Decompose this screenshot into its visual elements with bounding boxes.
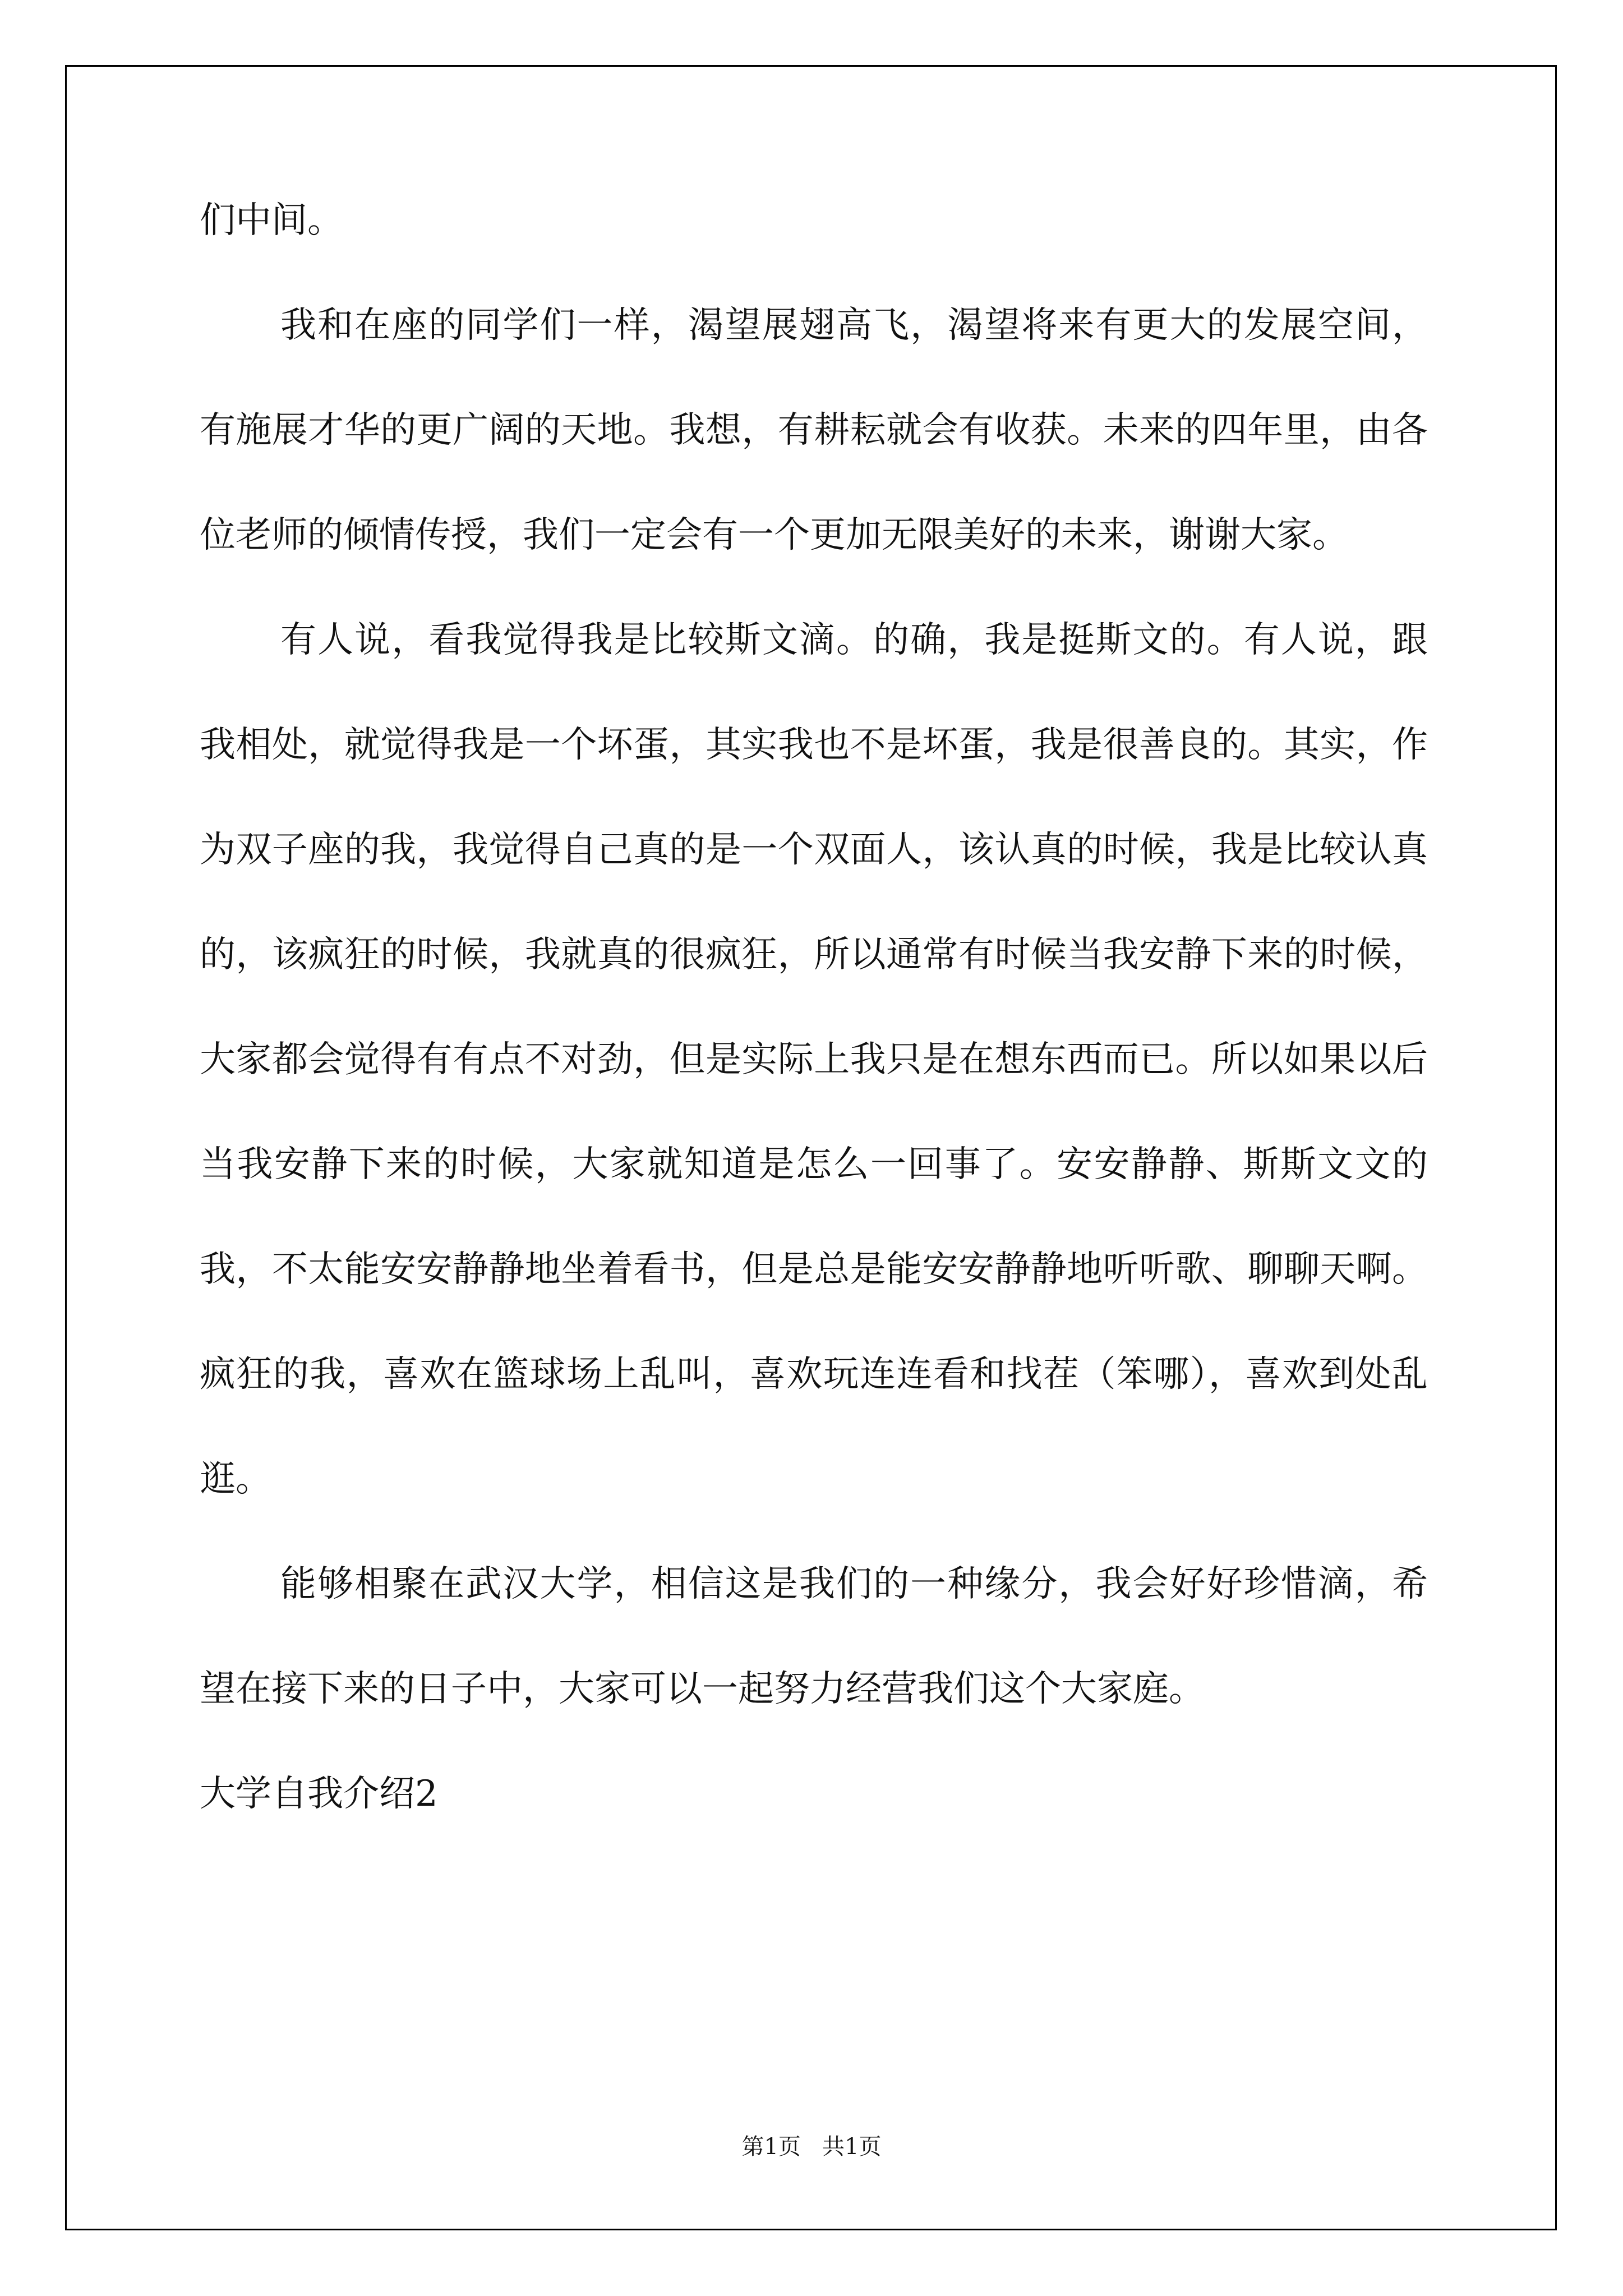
paragraph-continuation: 们中间。 [200, 200, 343, 241]
page-number-footer: 第1页 共1页 [741, 2134, 882, 2160]
paragraph-closing: 能够相聚在武汉大学，相信这是我们的一种缘分，我会好好珍惜滴，希望在接下来的日子中，大家可以一起努力经营我们这个大家庭。 [200, 1563, 1428, 1710]
document-body [200, 168, 1428, 1847]
paragraph-personality: 有人说，看我觉得我是比较斯文滴。的确，我是挺斯文的。有人说，跟我相处，就觉得我是一个坏蛋，其实我也不是坏蛋，我是很善良的。其实，作为双子座的我，我觉得自己真的是一个双面人，该认真的时候，我是比较认真的，该疯狂的时候，我就真的很疯狂，所以通常有时候当我安静下来的时候，大家都会觉得有有点不对劲，但是实际上我只是在想东西而已。所以如果以后当我安静下来的时候，大家就知道是怎么一回事了。安安静静、斯斯文文的我，不太能安安静静地坐着看书，但是总是能安安静静地听听歌、聊聊天啊。疯狂的我，喜欢在篮球场上乱叫，喜欢玩连连看和找茬（笨哪），喜欢到处乱逛。 [200, 619, 1428, 1500]
section-heading: 大学自我介绍2 [200, 1773, 438, 1815]
paragraph-aspiration: 我和在座的同学们一样，渴望展翅高飞，渴望将来有更大的发展空间，有施展才华的更广阔的天地。我想，有耕耘就会有收获。未来的四年里，由各位老师的倾情传授，我们一定会有一个更加无限美好的未来，谢谢大家。 [200, 305, 1428, 556]
